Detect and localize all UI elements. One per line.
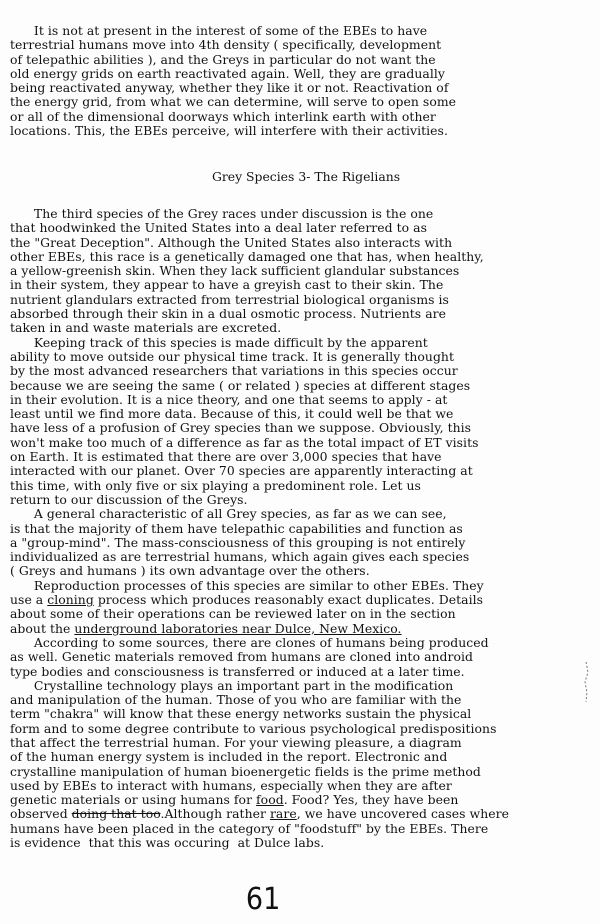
body-line: is that the majority of them have telepathic capabilities and function as [10,520,463,536]
body-line: that affect the terrestrial human. For your viewing pleasure, a diagram [10,734,462,750]
intro-line: locations. This, the EBEs perceive, will interfere with their activities. [10,123,448,139]
body-line: individualized as are terrestrial humans, which again gives each species [10,549,470,565]
body-line: a yellow-greenish skin. When they lack sufficient glandular substances [10,263,460,279]
body-line: is evidence that this was occuring at Dulce labs. [10,835,325,851]
body-line: ( Greys and humans ) its own advantage over the others. [10,563,370,579]
body-line: won't make too much of a difference as far as the total impact of ET visits [10,434,479,450]
body-line: least until we find more data. Because of this, it could well be that we [10,406,454,422]
body-line: ability to move outside our physical time track. It is generally thought [10,348,454,364]
intro-line: the energy grid, from what we can determine, will serve to open some [10,94,457,110]
body-line: because we are seeing the same ( or related ) species at different stages [10,377,471,393]
body-line: absorbed through their skin in a dual osmotic process. Nutrients are [10,306,446,322]
body-line: form and to some degree contribute to various psychological predispositions [10,720,497,736]
body-line: on Earth. It is estimated that there are over 3,000 species that have [10,449,442,465]
body-line: crystalline manipulation of human bioenergetic fields is the prime method [10,763,481,779]
intro-line: or all of the dimensional doorways which interlink earth with other [10,108,436,124]
underlined-term-food: food [256,792,284,808]
intro-line: terrestrial humans move into 4th density ( specifically, development [10,37,442,53]
intro-line: being reactivated anyway, whether they like it or not. Reactivation of [10,80,449,96]
body-line: nutrient glandulars extracted from terrestrial biological organisms is [10,291,449,307]
text-segment: use a [10,592,48,608]
text-segment: . Food? Yes, they have been [283,792,459,808]
body-line: a "group-mind". The mass-consciousness of this grouping is not entirely [10,534,466,550]
text-line [10,793,596,807]
text-segment: about the [10,620,75,636]
body-line: return to our discussion of the Greys. [10,491,248,507]
body-line: this time, with only five or six playing a predominent role. Let us [10,477,421,493]
text-line [10,622,596,636]
section-heading: Grey Species 3- The Rigelians [211,169,401,184]
handwritten-margin-mark [582,660,590,704]
body-line: term "chakra" will know that these energy networks sustain the physical [10,706,472,722]
body-line: have less of a profusion of Grey species than we suppose. Obviously, this [10,420,472,436]
body-line: other EBEs, this race is a genetically damaged one that has, when healthy, [10,248,484,264]
body-line: and manipulation of the human. Those of you who are familiar with the [10,692,462,708]
body-line: Crystalline technology plays an important part in the modification [10,677,454,693]
body-line: type bodies and consciousness is transferred or induced at a later time. [10,663,465,679]
text-segment: process which produces reasonably exact duplicates. Details [93,592,484,608]
underlined-term-rare: rare [269,806,297,822]
body-line: humans have been placed in the category of "foodstuff" by the EBEs. There [10,820,489,836]
body-line: A general characteristic of all Grey species, as far as we can see, [10,506,447,522]
underlined-term-cloning: cloning [47,592,94,608]
text-segment: genetic materials or using humans for [10,792,257,808]
body-text [10,207,596,850]
intro-line: It is not at present in the interest of some of the EBEs to have [10,23,428,38]
text-segment: .Although rather [160,806,270,822]
text-line [10,807,596,821]
body-line: by the most advanced researchers that variations in this species occur [10,363,458,379]
intro-paragraph [10,24,596,138]
body-line: The third species of the Grey races under discussion is the one [10,206,434,221]
body-line: in their evolution. It is a nice theory, and one that seems to apply - at [10,391,448,407]
body-line: the "Great Deception". Although the United States also interacts with [10,234,453,250]
body-line: of the human energy system is included in the report. Electronic and [10,749,448,765]
struck-text: doing that too [71,806,161,822]
body-line: Keeping track of this species is made difficult by the apparent [10,334,428,350]
body-line: According to some sources, there are clones of humans being produced [10,634,489,650]
page-number: 61 [245,882,281,917]
body-line: as well. Genetic materials removed from humans are cloned into android [10,649,473,665]
text-line [10,593,596,607]
body-line: that hoodwinked the United States into a deal later referred to as [10,220,427,236]
intro-line: of telepathic abilities ), and the Greys in particular do not want the [10,51,436,67]
body-line: about some of their operations can be reviewed later on in the section [10,606,456,622]
body-line: in their system, they appear to have a greyish cast to their skin. The [10,277,444,293]
body-line: interacted with our planet. Over 70 species are apparently interacting at [10,463,473,479]
text-segment: , we have uncovered cases where [296,806,509,822]
intro-line: old energy grids on earth reactivated again. Well, they are gradually [10,65,445,81]
body-line: used by EBEs to interact with humans, especially when they are after [10,777,452,793]
underlined-dulce-reference: underground laboratories near Dulce, New Mexico. [74,620,402,636]
text-segment: observed [10,806,72,822]
body-line: Reproduction processes of this species are similar to other EBEs. They [10,577,484,593]
body-line: taken in and waste materials are excreted. [10,320,282,336]
